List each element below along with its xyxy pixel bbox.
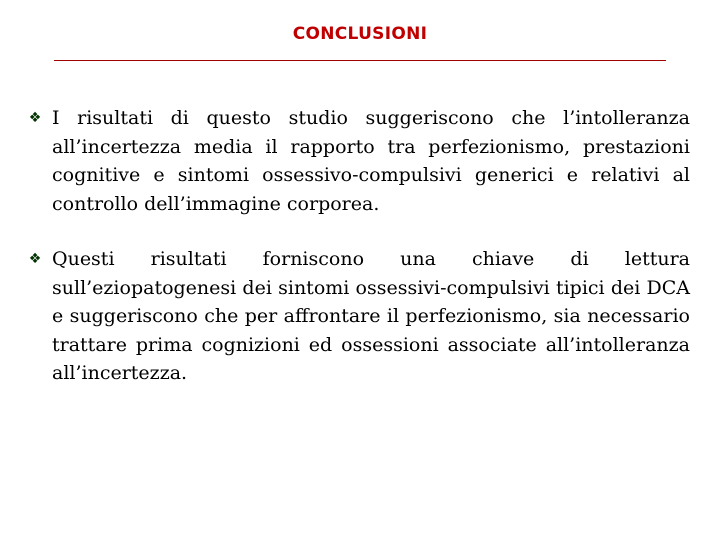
bullet-list: [28, 104, 690, 415]
bullet-text: Questi risultati forniscono una chiave di lettura sull’eziopatogenesi dei sintomi ossessivi-compulsivi tipici dei DCA e suggeriscono che per affrontare il perfezionismo, sia necessario trattare prima cognizioni ed ossessioni associate all’intolleranza all’incertezza.: [52, 248, 690, 384]
bullet-item: [28, 245, 690, 388]
diamond-bullet-icon: ❖: [28, 109, 42, 126]
bullet-item: [28, 104, 690, 218]
diamond-bullet-icon: ❖: [28, 250, 42, 267]
bullet-text: I risultati di questo studio suggeriscono che l’intolleranza all’incertezza media il rapporto tra perfezionismo, prestazioni cognitive e sintomi ossessivo-compulsivi generici e relativi al controllo dell’immagine corporea.: [52, 107, 690, 215]
slide-title: CONCLUSIONI: [292, 24, 428, 44]
title-divider: [54, 60, 666, 61]
